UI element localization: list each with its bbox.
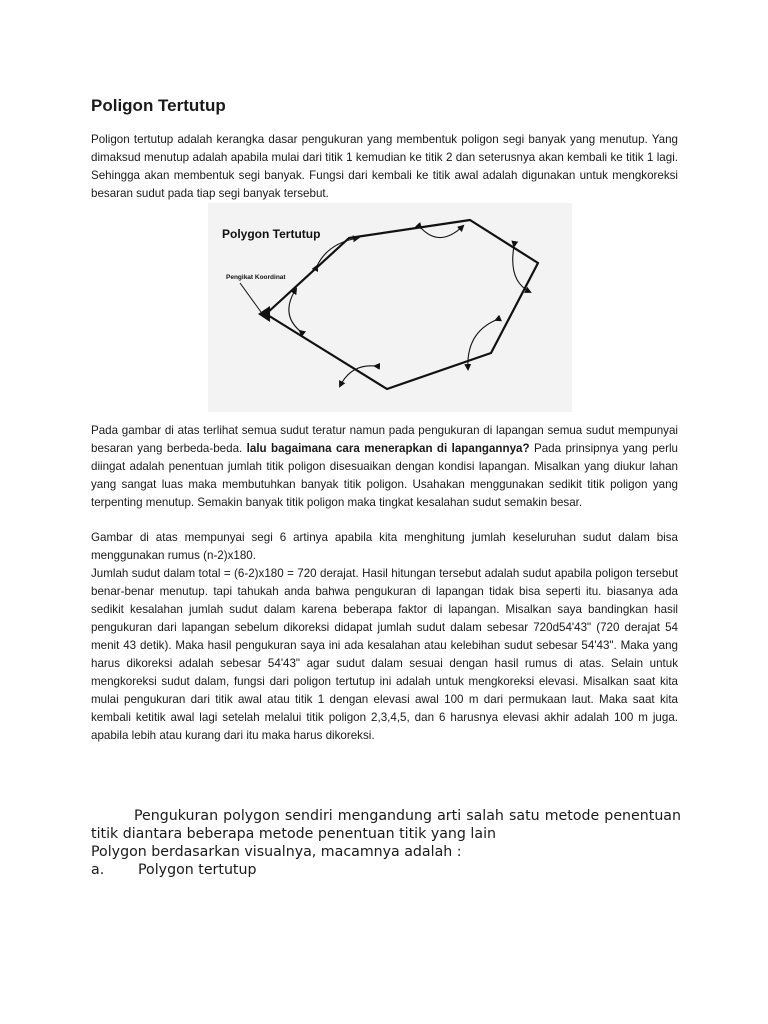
polygon-diagram: [208, 203, 572, 412]
figure-title: Polygon Tertutup: [222, 227, 321, 241]
hexagon-outline: [266, 220, 538, 389]
paragraph-2: [91, 422, 678, 512]
paragraph-3: Gambar di atas mempunyai segi 6 artinya apabila kita menghitung jumlah keseluruhan sudut dalam bisa menggunakan rumus (n-2)x180.: [91, 531, 678, 562]
list-item-marker: a.: [91, 862, 105, 878]
paragraph-4: Jumlah sudut dalam total = (6-2)x180 = 720 derajat. Hasil hitungan tersebut adalah sudut apabila poligon tersebut benar-benar menutup. tapi tahukah anda bahwa pengukuran di lapangan tidak bisa seperti itu. biasanya ada sedikit kesalahan jumlah sudut dalam karena beberapa faktor di lapangan. Misalkan saya bandingkan hasil pengukuran dari lapangan sebelum dikoreksi didapat jumlah sudut dalam sebesar 720d54'43" (720 derajat 54 menit 43 detik). Maka hasil pengukuran saya ini ada kesalahan atau kelebihan sudut sebesar 54'43". Maka yang harus dikoreksi adalah sebesar 54'43" agar sudut dalam sesuai dengan hasil rumus di atas. Selain untuk mengkoreksi sudut dalam, fungsi dari poligon tertutup ini adalah untuk mengkoreksi elevasi. Misalkan saat kita mulai pengukuran dari titik awal atau titik 1 dengan elevasi awal 100 m dari permukaan laut. Maka saat kita kembali ketitik awal lagi setelah melalui titik poligon 2,3,4,5, dan 6 harusnya elevasi akhir adalah 100 m juga. apabila lebih atau kurang dari itu maka harus dikoreksi.: [91, 567, 678, 742]
angle-arc-3: [421, 226, 463, 238]
start-point-triangle: [258, 306, 270, 322]
lower-paragraph: Pengukuran polygon sendiri mengandung arti salah satu metode penentuan titik diantara beberapa metode penentuan titik yang lain: [91, 808, 681, 842]
list-item: [91, 861, 681, 879]
paragraph-2-text-a: Pada gambar di atas terlihat semua sudut teratur namun pada pengukuran di lapangan semua sudut mempunyai besaran yang berbeda-beda.: [91, 424, 678, 455]
lower-line: Polygon berdasarkan visualnya, macamnya adalah :: [91, 844, 462, 860]
angle-arc-1: [289, 289, 300, 331]
polygon-figure: [208, 203, 572, 412]
list-item-text: Polygon tertutup: [138, 862, 257, 878]
figure-label-pengikat: Pengikat Koordinat: [226, 274, 286, 281]
intro-paragraph: Poligon tertutup adalah kerangka dasar pengukuran yang membentuk poligon segi banyak yang menutup. Yang dimaksud menutup adalah apabila mulai dari titik 1 kemudian ke titik 2 dan seterusnya akan kembali ke titik 1 lagi. Sehingga akan membentuk segi banyak. Fungsi dari kembali ke titik awal adalah digunakan untuk mengkoreksi besaran sudut pada tiap segi banyak tersebut.: [91, 133, 678, 200]
page-title: Poligon Tertutup: [91, 96, 226, 115]
paragraph-2-bold-question: lalu bagaimana cara menerapkan di lapangannya?: [246, 442, 530, 455]
angle-arc-5: [468, 320, 496, 369]
angle-arc-6: [340, 366, 375, 386]
label-leader-line: [240, 283, 261, 312]
paragraph-2-text-b: Pada prinsipnya yang perlu diingat adalah penentuan jumlah titik poligon disesuaikan dengan kondisi lapangan. Misalkan yang diukur lahan yang sangat luas maka membutuhkan banyak titik poligon. Usahakan menggunakan sedikit titik poligon yang terpenting menutup. Semakin banyak titik poligon maka tingkat kesalahan sudut semakin besar.: [91, 442, 679, 509]
angle-arcs: [289, 226, 530, 386]
